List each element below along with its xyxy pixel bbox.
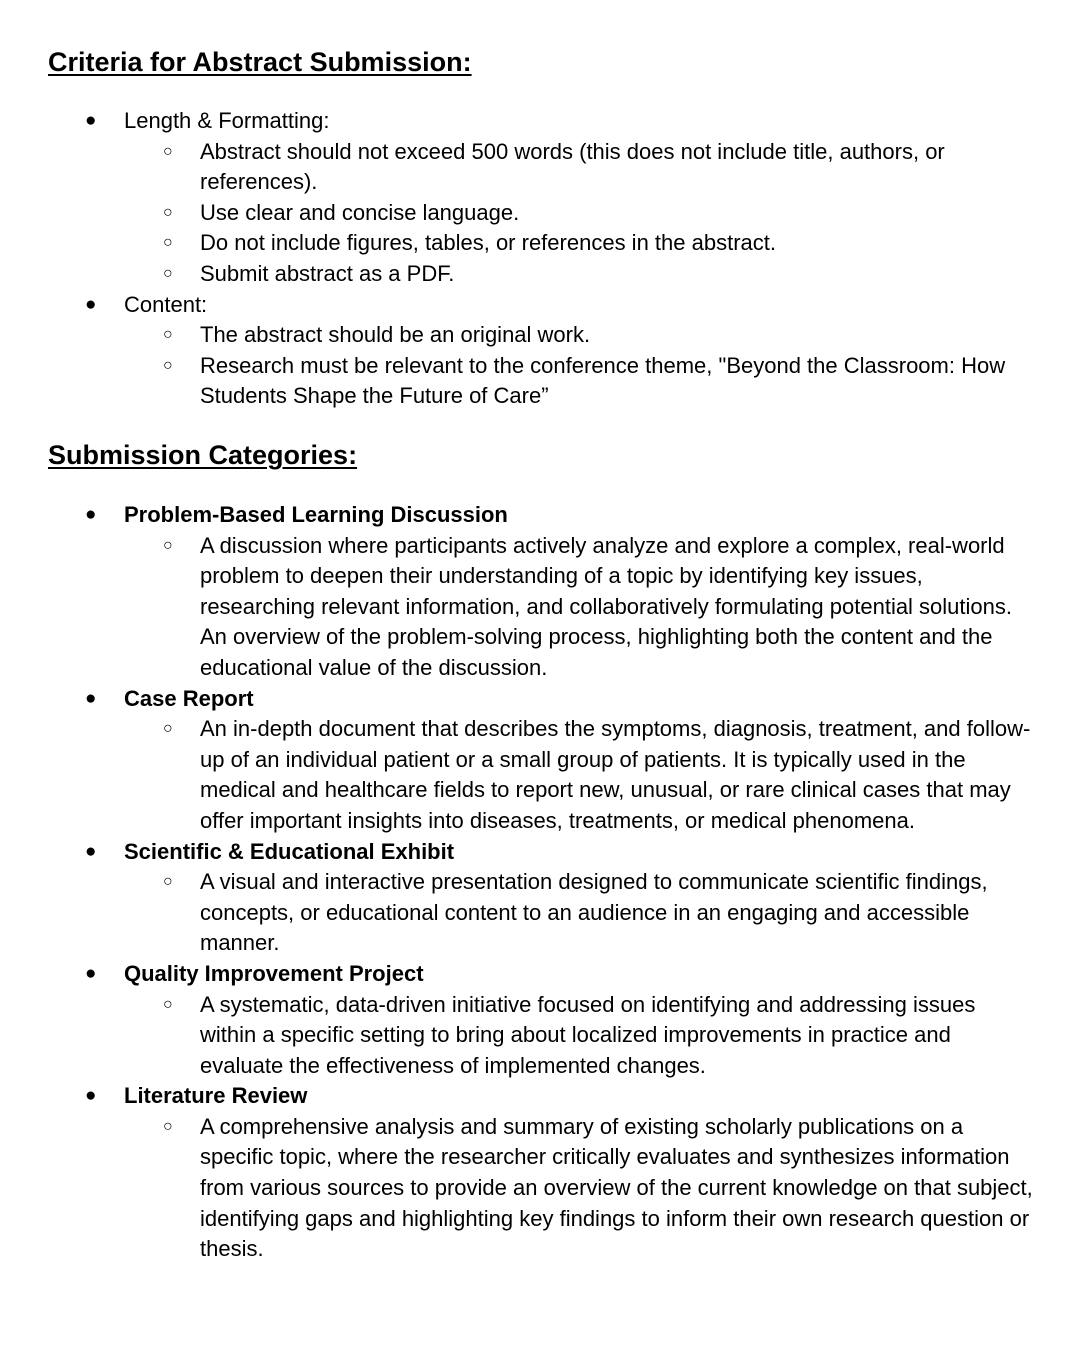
bullet-icon: ● <box>85 962 97 984</box>
criteria-item-text: The abstract should be an original work. <box>200 322 591 348</box>
criteria-sublist <box>124 320 1088 412</box>
category-quality-improvement-project <box>0 959 1088 1081</box>
criteria-sublist <box>124 137 1088 290</box>
criteria-section-content <box>0 290 1088 412</box>
bullet-icon: ● <box>85 110 97 131</box>
category-title: Case Report <box>124 685 254 711</box>
category-sublist <box>124 990 1088 1082</box>
criteria-item-text: Research must be relevant to the conference theme, "Beyond the Classroom: How Students Shape the Future of Care” <box>200 352 1006 409</box>
criteria-section-length-formatting <box>0 106 1088 290</box>
criteria-section-label: Content: <box>124 291 208 317</box>
category-title: Quality Improvement Project <box>124 960 424 986</box>
category-sublist <box>124 714 1088 836</box>
criteria-item-text: Do not include figures, tables, or references in the abstract. <box>200 230 776 256</box>
circle-bullet-icon: ○ <box>163 995 173 1013</box>
categories-heading: Submission Categories: <box>48 440 358 470</box>
category-description-text: A discussion where participants actively analyze and explore a complex, real-world problem to deepen their understanding of a topic by identifying key issues, researching relevant information, and collaboratively formulating potential solutions. An overview of the problem-solving process, highlighting both the content and the educational value of the discussion. <box>200 532 1013 680</box>
circle-bullet-icon: ○ <box>163 536 173 554</box>
criteria-item <box>163 259 1040 290</box>
criteria-item <box>163 137 1040 198</box>
bullet-icon: ● <box>85 1085 97 1107</box>
criteria-item-text: Abstract should not exceed 500 words (this does not include title, authors, or references). <box>200 138 945 195</box>
category-description-text: A comprehensive analysis and summary of existing scholarly publications on a specific topic, where the researcher critically evaluates and synthesizes information from various sources to provide an overview of the current knowledge on that subject, identifying gaps and highlighting key findings to inform their own research question or thesis. <box>200 1113 1033 1262</box>
criteria-item <box>163 228 1040 259</box>
bullet-icon: ● <box>85 840 97 862</box>
category-case-report <box>0 684 1088 837</box>
category-literature-review <box>0 1081 1088 1265</box>
circle-bullet-icon: ○ <box>163 356 173 374</box>
criteria-item-text: Submit abstract as a PDF. <box>200 260 455 286</box>
circle-bullet-icon: ○ <box>163 873 173 891</box>
bullet-icon: ● <box>85 504 97 525</box>
category-sublist <box>124 531 1088 684</box>
category-sublist <box>124 1112 1088 1265</box>
category-description <box>163 531 1036 684</box>
category-description <box>163 714 1036 836</box>
category-title: Problem-Based Learning Discussion <box>124 502 508 527</box>
circle-bullet-icon: ○ <box>163 203 173 221</box>
bullet-icon: ● <box>85 687 97 709</box>
category-description <box>163 990 1036 1082</box>
circle-bullet-icon: ○ <box>163 234 173 252</box>
circle-bullet-icon: ○ <box>163 264 173 282</box>
criteria-list <box>0 106 1088 412</box>
category-description-text: A visual and interactive presentation designed to communicate scientific findings, concepts, or educational content to an audience in an engaging and accessible manner. <box>200 869 988 956</box>
categories-list <box>0 500 1088 1265</box>
category-title: Scientific & Educational Exhibit <box>124 838 455 864</box>
category-scientific-educational-exhibit <box>0 837 1088 959</box>
category-description <box>163 1112 1036 1265</box>
criteria-item-text: Use clear and concise language. <box>200 199 520 225</box>
circle-bullet-icon: ○ <box>163 1117 173 1135</box>
category-sublist <box>124 867 1088 959</box>
circle-bullet-icon: ○ <box>163 326 173 344</box>
criteria-item <box>163 320 1040 351</box>
criteria-item <box>163 351 1040 412</box>
category-description-text: A systematic, data-driven initiative focused on identifying and addressing issues within a specific setting to bring about localized improvements in practice and evaluate the effectiveness of implemented changes. <box>200 991 976 1078</box>
bullet-icon: ● <box>85 293 97 315</box>
category-problem-based-learning <box>0 500 1088 684</box>
circle-bullet-icon: ○ <box>163 142 173 160</box>
criteria-item <box>163 198 1040 229</box>
category-description <box>163 867 1036 959</box>
circle-bullet-icon: ○ <box>163 720 173 738</box>
category-description-text: An in-depth document that describes the symptoms, diagnosis, treatment, and follow-up of an individual patient or a small group of patients. It is typically used in the medical and healthcare fields to report new, unusual, or rare clinical cases that may offer important insights into diseases, treatments, or medical phenomena. <box>200 716 1031 833</box>
criteria-heading: Criteria for Abstract Submission: <box>48 47 472 77</box>
category-title: Literature Review <box>124 1083 308 1109</box>
criteria-section-label: Length & Formatting: <box>124 108 330 133</box>
